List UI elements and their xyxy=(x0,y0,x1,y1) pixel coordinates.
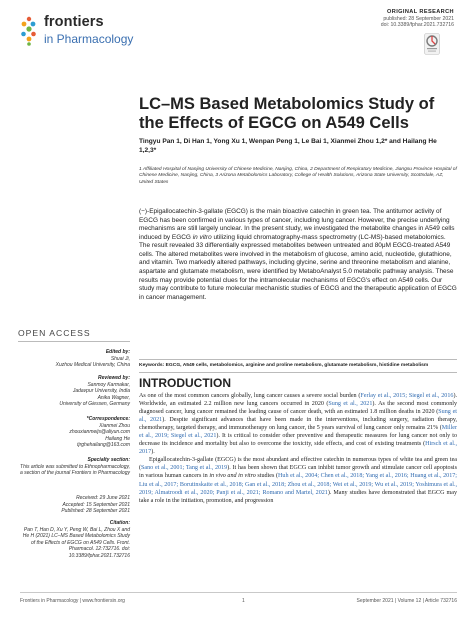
editor-affiliation: Xuzhou Medical University, China xyxy=(55,362,130,369)
citation-link[interactable]: Hirsch et al., 2017 xyxy=(139,441,457,456)
reviewer-name: Anika Wagner, xyxy=(97,394,130,401)
abstract xyxy=(139,208,457,302)
citation xyxy=(18,520,130,560)
page-header xyxy=(0,0,474,66)
page-footer xyxy=(20,592,457,604)
sidebar-divider xyxy=(18,341,130,342)
keywords-label: Keywords: xyxy=(139,363,165,368)
article-title: LC–MS Based Metabolomics Study of the Effects of EGCG on A549 Cells xyxy=(139,95,435,132)
frontiers-logo[interactable] xyxy=(20,14,180,54)
published-date: published: 28 September 2021 xyxy=(383,15,454,22)
section-introduction-heading: INTRODUCTION xyxy=(139,376,231,390)
article-dates xyxy=(18,495,130,515)
correspondent-email[interactable]: zhouxianmeijs@aliyun.com xyxy=(69,429,130,436)
page-number: 1 xyxy=(242,598,245,604)
citation-link[interactable]: Sano et al., 2001; Tang et al., 2019 xyxy=(141,465,228,472)
correspondent-email[interactable]: tjrghehailang@163.com xyxy=(77,442,130,449)
open-access-label: OPEN ACCESS xyxy=(18,328,91,338)
correspondence xyxy=(18,416,130,449)
intro-text: ). Many studies have demonstrated that EGCG may take a role in the initiation, promotion, and progression xyxy=(139,489,457,504)
published-date-sidebar: Published: 28 September 2021 xyxy=(61,508,130,515)
citation-link[interactable]: Miller et al., 2019; Siegel et al., 2021 xyxy=(139,425,457,440)
author-list: Tingyu Pan 1, Di Han 1, Yong Xu 1, Wenpan Peng 1, Le Bai 1, Xianmei Zhou 1,2* and Hailang He 1,2,3* xyxy=(139,138,437,154)
logo-journal-text: in Pharmacology xyxy=(44,32,134,46)
keywords xyxy=(139,359,457,373)
intro-text: studies ( xyxy=(255,473,279,480)
correspondent-name: Hailang He xyxy=(105,435,130,442)
keywords-text: EGCG, A549 cells, metabolomics, arginine and proline metabolism, glutamate metabolism, histidine metabolism xyxy=(165,363,429,368)
edited-by-label: Edited by: xyxy=(105,349,130,355)
specialty-text: This article was submitted to Ethnopharmacology, a section of the journal Frontiers in Pharmacology xyxy=(19,463,130,477)
specialty-label: Specialty section: xyxy=(87,457,130,463)
reviewer-affiliation: University of Giessen, Germany xyxy=(59,401,130,408)
citation-link[interactable]: Ferlay et al., 2015; Siegel et al., 2016 xyxy=(360,393,454,399)
footer-issue: September 2021 | Volume 12 | Article 732716 xyxy=(356,598,457,604)
intro-text: ). As the second most commonly diagnosed cancer, lung cancer remained the leading cause of cancer death, with an estimated 1.8 million deaths in 2020 ( xyxy=(139,401,457,416)
intro-in-vivo-vitro: in vivo and in vitro xyxy=(209,473,256,480)
intro-text: ). It has been shown that EGCG can inhibit tumor growth and stimulate cancer cell apoptosis in various human cancers in xyxy=(139,465,457,480)
correspondent-name: Xianmei Zhou xyxy=(99,422,130,429)
frontiers-logo-icon xyxy=(20,16,38,46)
intro-text: ). Despite significant advances that have been made in the interventions, including surgery, radiation therapy, chemotherapy, targeted therapy, and immunotherapy on lung cancer, the 5 years survival of lung cancer only remains 21% ( xyxy=(139,417,457,432)
reviewed-by xyxy=(18,375,130,408)
intro-text: ). xyxy=(151,449,155,456)
citation-text: Pan T, Han D, Xu Y, Peng W, Bai L, Zhou X and He H (2021) LC–MS Based Metabolomics Study of the Effects of EGCG on A549 Cells. Front. Pharmacol. 12:732716. doi: 10.3389/fphar.2021.732716 xyxy=(22,526,130,559)
intro-text: As one of the most common cancers globally, lung cancer causes a severe social burden ( xyxy=(139,393,361,399)
abstract-part2: utilizing liquid chromatography-mass spectrometry (LC-MS)-based metabolomics. The result revealed 33 differentially expressed metabolites between untreated and 80μM EGCG-treated A549 cells. The altered metabolites were involved in the metabolism of glucose, amino acid, nucleotide, glutathione, and vitamin. Two markedly altered pathways, including glycine, serine and threonine metabolism and alanine, aspartate and glutamate metabolism, were identified by MetaboAnalyst 5.0 metabolic pathway analysis. These results may provide potential clues for the intramolecular mechanisms of EGCG's effect on A549 cells. Our study may contribute to future molecular mechanistic studies of EGCG and the therapeutic application of EGCG in cancer management. xyxy=(139,233,457,301)
editor-name: Shuai Ji, xyxy=(110,355,130,362)
accepted-date: Accepted: 15 September 2021 xyxy=(62,501,130,508)
specialty-section xyxy=(18,457,130,477)
article-doi[interactable]: doi: 10.3389/fphar.2021.732716 xyxy=(380,22,454,29)
intro-text: Epigallocatechin-3-gallate (EGCG) is the most abundant and effective catechin in numerous types of white tea and green tea ( xyxy=(139,457,457,472)
reviewed-by-label: Reviewed by: xyxy=(98,375,130,381)
article-type: ORIGINAL RESEARCH xyxy=(387,9,454,15)
citation-label: Citation: xyxy=(109,520,130,526)
correspondence-label: *Correspondence: xyxy=(86,416,130,422)
citation-link[interactable]: Sung et al., 2021 xyxy=(139,409,457,424)
abstract-part1: (−)-Epigallocatechin-3-gallate (EGCG) is the main bioactive catechin in green tea. The antitumor activity of EGCG has been confirmed in various types of cancer, including lung cancer. However, the precise underlying mechanisms are still largely unclear. In the present study, we investigated the metabolite changes in A549 cells induced by EGCG xyxy=(139,208,455,241)
logo-frontiers-text: frontiers xyxy=(44,14,104,30)
crossmark-icon[interactable] xyxy=(424,33,440,55)
abstract-in-vitro: in vitro xyxy=(192,233,212,241)
reviewer-name: Sanmoy Karmakar, xyxy=(87,381,130,388)
received-date: Received: 29 June 2021 xyxy=(76,495,130,501)
intro-text: ). Worldwide, an estimated 2.2 million new lung cancers occurred in 2020 ( xyxy=(139,393,457,408)
intro-text: ). It is critical to consider other preventive and therapeutic measures for lung cancer not only to decrease its incidence and mortality but also to overcome the toxicity, side effects, and cost of existing treatments ( xyxy=(139,433,457,448)
citation-link[interactable]: Huh et al., 2004; Chen et al., 2018; Yang et al., 2016; Huang et al., 2017; Liu et al., 2017; Borutinskaite et al., 2018; Gan et al., 2018; Zhou et al., 2018; Wei et al., 2019; Wu et al., 2019; Yoshimura et al., 2019; Almatroodi et al., 2020; Panji et al., 2021; Romano and Martel, 2021 xyxy=(139,473,458,496)
reviewer-affiliation: Jadavpur University, India xyxy=(72,388,130,395)
intro-paragraph-2 xyxy=(139,456,457,504)
introduction-body xyxy=(139,392,457,505)
edited-by xyxy=(18,349,130,369)
citation-link[interactable]: Sung et al., 2021 xyxy=(328,401,373,408)
affiliations: 1 Affiliated Hospital of Nanjing University of Chinese Medicine, Nanjing, China, 2 Department of Respiratory Medicine, Jiangsu Province Hospital of Chinese Medicine, Nanjing, China, 3 Arizona Metabolomics Laboratory, College of Health Solutions, Arizona State University, Scottsdale, AZ, United States xyxy=(139,167,457,185)
article-meta xyxy=(381,9,454,29)
footer-journal[interactable]: Frontiers in Pharmacology | www.frontiersin.org xyxy=(20,598,125,604)
intro-paragraph-1 xyxy=(139,392,457,456)
